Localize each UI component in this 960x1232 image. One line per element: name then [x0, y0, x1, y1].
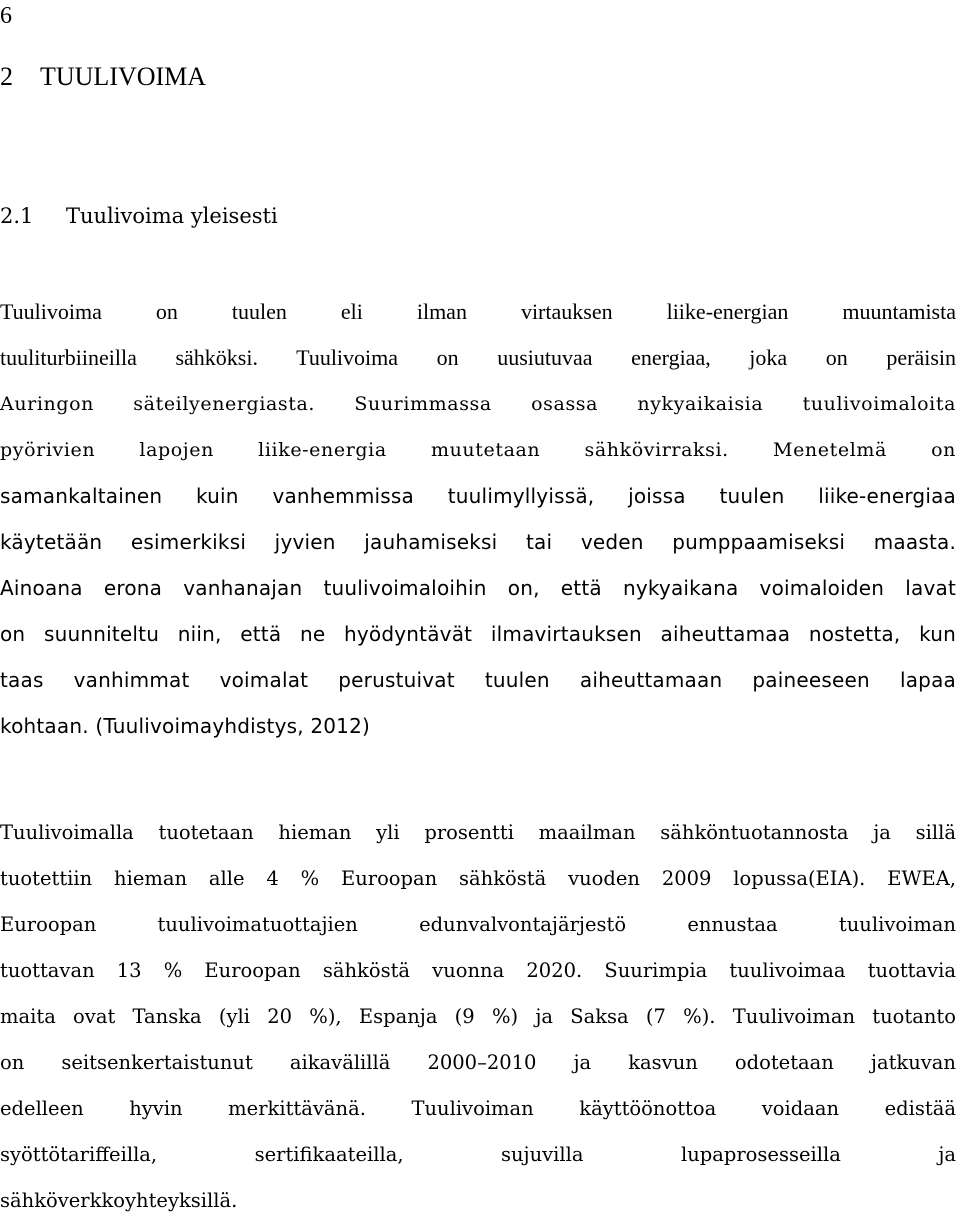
chapter-title: TUULIVOIMA: [40, 62, 207, 91]
paragraph-line: samankaltainen kuin vanhemmissa tuulimyllyissä, joissa tuulen liike-energiaa: [0, 484, 956, 508]
paragraph-line: on suunniteltu niin, että ne hyödyntävät ilmavirtauksen aiheuttamaa nostetta, kun: [0, 622, 956, 646]
chapter-heading: [0, 62, 206, 92]
paragraph-line: tuotettiin hieman alle 4 % Euroopan sähköstä vuoden 2009 lopussa(EIA). EWEA,: [0, 867, 956, 890]
paragraph-line: maita ovat Tanska (yli 20 %), Espanja (9 %) ja Saksa (7 %). Tuulivoiman tuotanto: [0, 1005, 956, 1028]
paragraph-wind-power-statistics: [0, 810, 956, 1224]
paragraph-line: edelleen hyvin merkittävänä. Tuulivoiman käyttöönottoa voidaan edistää: [0, 1097, 956, 1120]
section-number: 2.1: [0, 204, 34, 228]
section-heading: [0, 201, 278, 231]
chapter-number: 2: [0, 62, 13, 91]
paragraph-wind-power-intro: [0, 289, 956, 749]
paragraph-line: Euroopan tuulivoimatuottajien edunvalvontajärjestö ennustaa tuulivoiman: [0, 913, 956, 936]
paragraph-line: tuottavan 13 % Euroopan sähköstä vuonna 2020. Suurimpia tuulivoimaa tuottavia: [0, 959, 956, 982]
section-title: Tuulivoima yleisesti: [66, 204, 278, 228]
paragraph-line: sähköverkkoyhteyksillä.: [0, 1189, 238, 1212]
paragraph-line: taas vanhimmat voimalat perustuivat tuulen aiheuttamaan paineeseen lapaa: [0, 668, 956, 692]
paragraph-line: kohtaan. (Tuulivoimayhdistys, 2012): [0, 714, 371, 738]
paragraph-line: tuuliturbiineilla sähköksi. Tuulivoima on uusiutuvaa energiaa, joka on peräisin: [0, 345, 956, 370]
paragraph-line: Tuulivoima on tuulen eli ilman virtauksen liike-energian muuntamista: [0, 299, 956, 324]
page-number: 6: [0, 3, 12, 29]
paragraph-line: on seitsenkertaistunut aikavälillä 2000–2010 ja kasvun odotetaan jatkuvan: [0, 1051, 956, 1074]
paragraph-line: Tuulivoimalla tuotetaan hieman yli prosentti maailman sähköntuotannosta ja sillä: [0, 821, 956, 844]
paragraph-line: pyörivien lapojen liike-energia muutetaan sähkövirraksi. Menetelmä on: [0, 439, 956, 461]
paragraph-line: Auringon säteilyenergiasta. Suurimmassa osassa nykyaikaisia tuulivoimaloita: [0, 393, 956, 415]
paragraph-line: syöttötariffeilla, sertifikaateilla, sujuvilla lupaprosesseilla ja: [0, 1143, 956, 1166]
paragraph-line: Ainoana erona vanhanajan tuulivoimaloihin on, että nykyaikana voimaloiden lavat: [0, 576, 956, 600]
paragraph-line: käytetään esimerkiksi jyvien jauhamiseksi tai veden pumppaamiseksi maasta.: [0, 530, 956, 554]
